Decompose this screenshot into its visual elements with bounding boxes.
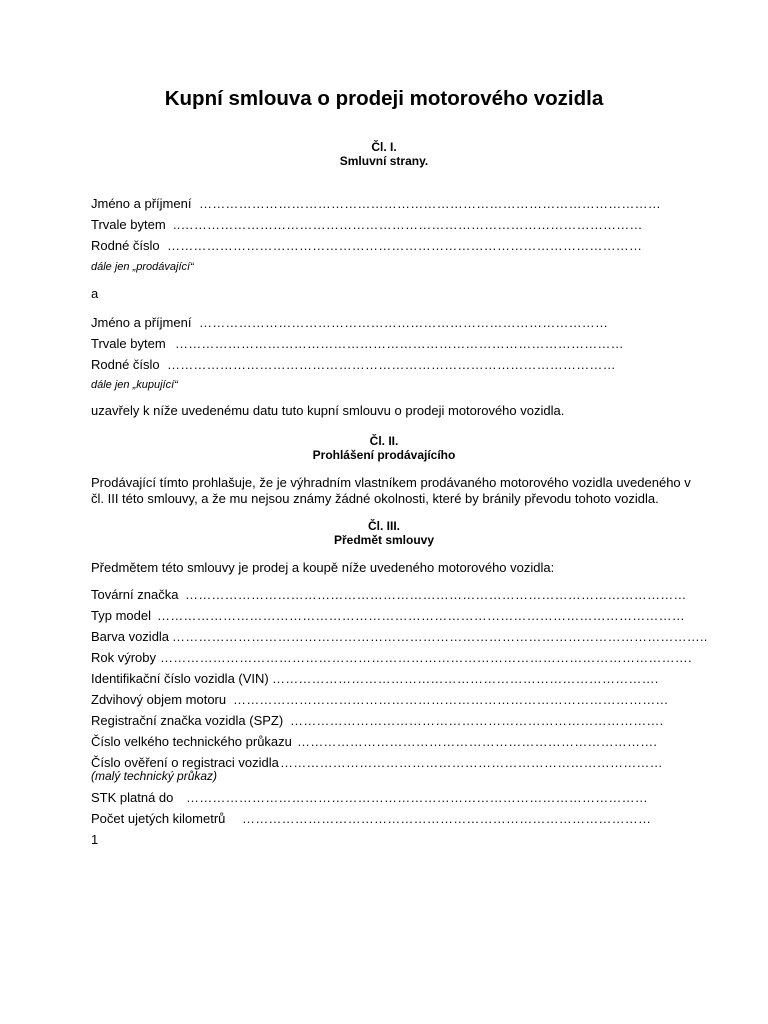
field-label: Identifikační číslo vozidla (VIN) bbox=[91, 671, 269, 686]
document-title: Kupní smlouva o prodeji motorového vozidla bbox=[164, 87, 604, 110]
fill-in-line: ………………………………………………………………………. bbox=[297, 734, 658, 749]
fill-in-line: …………………………………………………………………………… bbox=[280, 755, 663, 770]
article-title: Předmět smlouvy bbox=[333, 533, 435, 547]
field-label: Trvale bytem bbox=[91, 336, 166, 351]
small-tech-card-note: (malý technický průkaz) bbox=[91, 769, 218, 783]
seller-note: dále jen „prodávající“ bbox=[91, 261, 194, 273]
fill-in-line: …………………………………………………………………………………………………… bbox=[185, 587, 687, 602]
fill-in-line: ………………………………………………………………………………………………………… bbox=[157, 608, 685, 623]
fill-in-line: ………………………………………………………………………………… bbox=[199, 315, 609, 330]
fill-in-line: …………………………………………………………………………………………… bbox=[186, 790, 648, 805]
article-2-paragraph: Prodávající tímto prohlašuje, že je výhradním vlastníkem prodávaného motorového vozidla uvedeného v čl. III této smlouvy, a že mu nejsou známy žádné okolnosti, které by bránily převodu tohoto vozidla. bbox=[91, 475, 691, 506]
field-label: Rodné číslo bbox=[91, 238, 160, 253]
field-label: Rok výroby bbox=[91, 650, 157, 665]
field-label: Číslo ověření o registraci vozidla bbox=[91, 755, 279, 770]
closing-sentence: uzavřely k níže uvedenému datu tuto kupní smlouvu o prodeji motorového vozidla. bbox=[91, 403, 565, 418]
fill-in-line: …………………………………………………………………………. bbox=[290, 713, 664, 728]
article-title: Prohlášení prodávajícího bbox=[312, 448, 456, 462]
field-label: Rodné číslo bbox=[91, 357, 160, 372]
field-label: Číslo velkého technického průkazu bbox=[91, 734, 292, 749]
fill-in-line: ……………………………………………………………………………. bbox=[272, 671, 659, 686]
article-title: Smluvní strany. bbox=[339, 154, 429, 168]
article-2-heading bbox=[0, 434, 768, 462]
fill-in-line: ………………………………………………………………………………………………………….. bbox=[172, 629, 708, 644]
fill-in-line: ………………………………………………………………………………… bbox=[242, 811, 652, 826]
article-number: Čl. II. bbox=[369, 434, 399, 448]
fill-in-line: ……………………………………………………………………………………… bbox=[233, 692, 669, 707]
fill-in-line: …………………………………………………………………………………………………………. bbox=[160, 650, 692, 665]
article-1-heading bbox=[0, 140, 768, 168]
field-label: Tovární značka bbox=[91, 587, 179, 602]
article-3-heading bbox=[0, 519, 768, 547]
field-label: Typ model bbox=[91, 608, 151, 623]
fill-in-line: ………………………………………………………………………………………… bbox=[175, 336, 624, 351]
field-label: Jméno a příjmení bbox=[91, 196, 192, 211]
fill-in-line: ………………………………………………………………………………………… bbox=[167, 357, 616, 372]
field-label: Počet ujetých kilometrů bbox=[91, 811, 226, 826]
field-label: Jméno a příjmení bbox=[91, 315, 192, 330]
article-number: Čl. I. bbox=[371, 140, 397, 154]
field-label: Barva vozidla bbox=[91, 629, 170, 644]
page-number: 1 bbox=[91, 832, 99, 847]
buyer-note: dále jen „kupující“ bbox=[91, 379, 178, 391]
fill-in-line: ..…………………………………………………………………………………………… bbox=[173, 217, 643, 232]
and-connector: a bbox=[91, 286, 99, 301]
fill-in-line: …………………………………………………………………………………………… bbox=[199, 196, 661, 211]
field-label: Zdvihový objem motoru bbox=[91, 692, 227, 707]
field-label: STK platná do bbox=[91, 790, 174, 805]
field-label: Registrační značka vozidla (SPZ) bbox=[91, 713, 284, 728]
field-label: Trvale bytem bbox=[91, 217, 166, 232]
article-number: Čl. III. bbox=[367, 519, 400, 533]
fill-in-line: ……………………………………………………………………………………………… bbox=[167, 238, 643, 253]
article-3-intro: Předmětem této smlouvy je prodej a koupě níže uvedeného motorového vozidla: bbox=[91, 560, 555, 575]
